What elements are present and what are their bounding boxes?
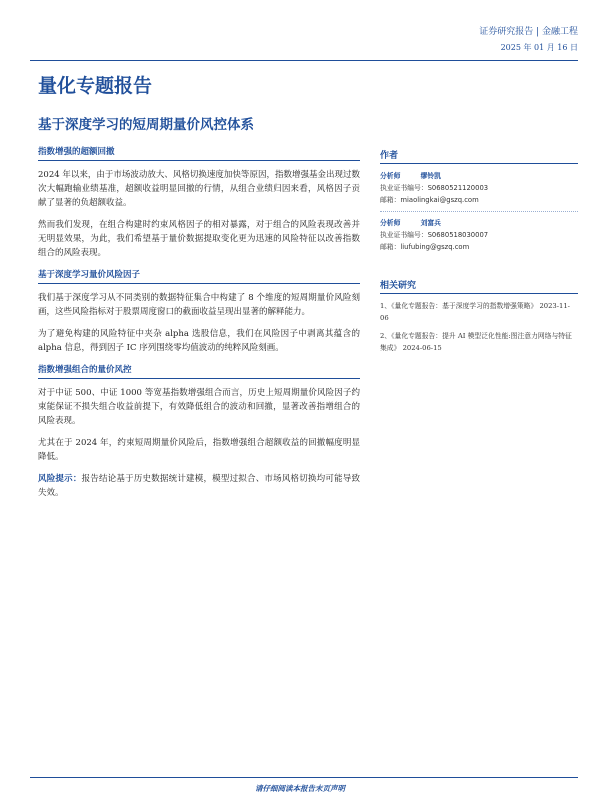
paragraph: 尤其在于 2024 年，约束短周期量价风险后，指数增强组合超额收益的回撤幅度明显降低。 bbox=[38, 438, 360, 462]
risk-text: 报告结论基于历史数据统计建模，模型过拟合、市场风格切换均可能导致失效。 bbox=[38, 474, 360, 498]
license-label: 执业证书编号： bbox=[380, 231, 428, 239]
authors-panel bbox=[380, 148, 578, 253]
section-risk-control bbox=[38, 363, 360, 464]
section-excess-drawdown bbox=[38, 145, 360, 260]
related-heading: 相关研究 bbox=[380, 278, 578, 294]
related-title[interactable]: 1、《量化专题报告：基于深度学习的指数增强策略》 bbox=[380, 302, 538, 310]
license-label: 执业证书编号： bbox=[380, 184, 428, 192]
license-number: S0680521120003 bbox=[427, 184, 489, 192]
related-item[interactable] bbox=[380, 300, 578, 324]
email-label: 邮箱： bbox=[380, 243, 401, 251]
email-link[interactable]: miaolingkai@gszq.com bbox=[400, 196, 479, 204]
section-heading: 指数增强组合的量价风控 bbox=[38, 363, 360, 379]
report-subtitle: 基于深度学习的短周期量价风控体系 bbox=[38, 117, 254, 133]
authors-heading: 作者 bbox=[380, 148, 578, 164]
main-column bbox=[38, 145, 360, 508]
risk-warning bbox=[38, 472, 360, 500]
related-research-panel bbox=[380, 278, 578, 360]
author-role: 分析师 bbox=[380, 219, 401, 227]
section-heading: 指数增强的超额回撤 bbox=[38, 145, 360, 161]
paragraph: 2024 年以来，由于市场波动放大、风格切换速度加快等原因，指数增强基金出现过数次大幅跑输业绩基准，超额收益明显回撤的行情，从组合业绩归因来看，风格因子贡献了显著的负超额收益。 bbox=[38, 170, 360, 208]
author-name: 缪铃凯 bbox=[420, 172, 441, 180]
paragraph: 我们基于深度学习从不同类别的数据特征集合中构建了 8 个维度的短周期量价风险刻画，这些风险指标对于股票周度窗口的截面收益呈现出显著的解释能力。 bbox=[38, 293, 360, 317]
section-heading: 基于深度学习量价风险因子 bbox=[38, 268, 360, 284]
license-number: S0680518030007 bbox=[427, 231, 489, 239]
header-divider bbox=[30, 60, 578, 61]
report-title: 量化专题报告 bbox=[38, 75, 153, 97]
related-date: 2023-11-06 bbox=[380, 302, 570, 322]
related-title[interactable]: 2、《量化专题报告：提升 AI 模型泛化性能:图注意力网络与特征集成》 bbox=[380, 332, 572, 352]
paragraph: 为了避免构建的风险特征中夹杂 alpha 选股信息，我们在风险因子中剥离其蕴含的 alpha 信息，得到因子 IC 序列围绕零均值波动的纯粹风险刻画。 bbox=[38, 329, 360, 353]
email-link[interactable]: liufubing@gszq.com bbox=[400, 243, 470, 251]
risk-label: 风险提示： bbox=[38, 474, 82, 484]
report-date: 2025 年 01 月 16 日 bbox=[500, 43, 578, 52]
related-date: 2024-06-15 bbox=[402, 344, 442, 352]
author-card bbox=[380, 217, 578, 253]
email-label: 邮箱： bbox=[380, 196, 401, 204]
related-item[interactable] bbox=[380, 330, 578, 354]
author-card bbox=[380, 170, 578, 206]
footer-disclaimer: 请仔细阅读本报告末页声明 bbox=[255, 784, 345, 793]
paragraph: 然而我们发现，在组合构建时约束风格因子的相对暴露，对于组合的风险表现改善并无明显效果，为此，我们希望基于量价数据提取变化更为迅速的风险特征以改善指数组合的风险表现。 bbox=[38, 220, 360, 258]
footer-divider bbox=[30, 777, 578, 778]
author-role: 分析师 bbox=[380, 172, 401, 180]
paragraph: 对于中证 500、中证 1000 等宽基指数增强组合而言，历史上短周期量价风险因子约束能保证不损失组合收益前提下，有效降低组合的波动和回撤，显著改善指增组合的风险表现。 bbox=[38, 388, 360, 426]
divider bbox=[380, 211, 578, 212]
author-name: 刘富兵 bbox=[420, 219, 441, 227]
brand-line: 证券研究报告 | 金融工程 bbox=[479, 27, 578, 37]
section-risk-factors bbox=[38, 268, 360, 355]
report-header bbox=[479, 24, 578, 53]
